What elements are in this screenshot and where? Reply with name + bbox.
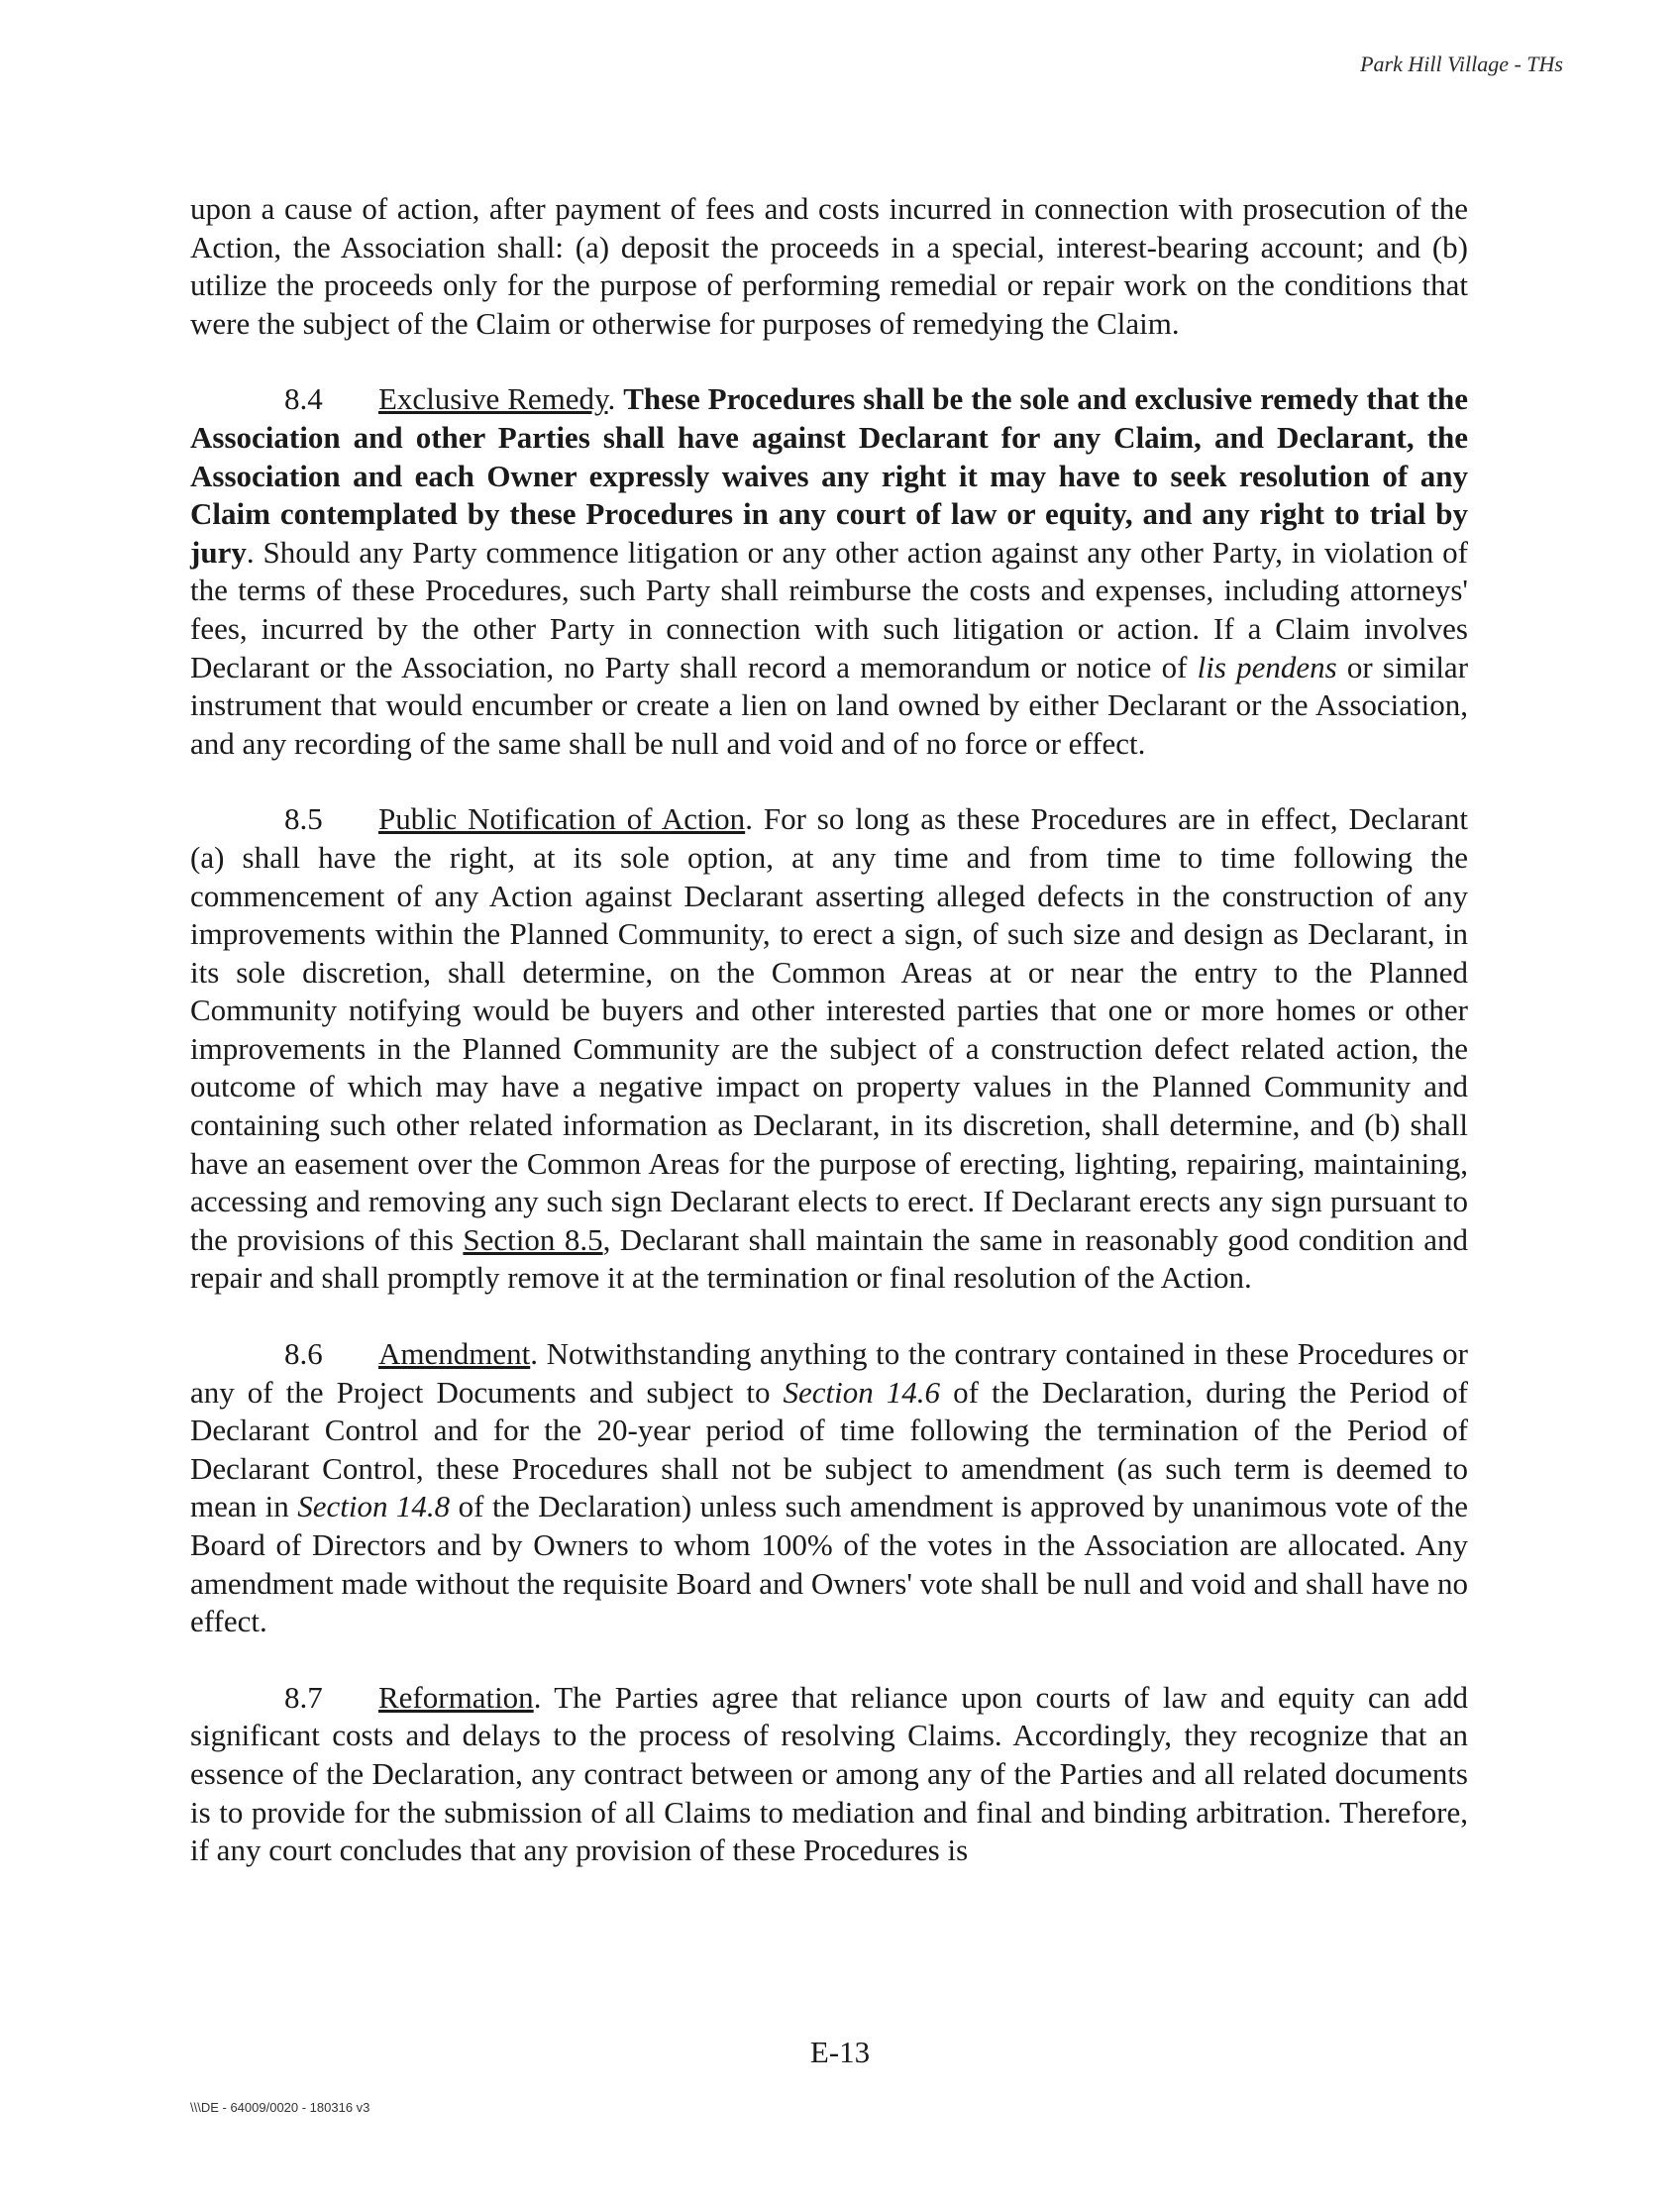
- section-text: Should any Party commence litigation or any other action against any other Party, in violation of the terms of these Procedures, such Party shall reimburse the costs and expenses, including attorneys' fees, incurred by the other Party in connection with such litigation or action. If a Claim involves Declarant or the Association, no Party shall record a memorandum or notice of: [190, 534, 1468, 684]
- section-number: 8.4: [284, 381, 323, 417]
- document-header: Park Hill Village - THs: [1360, 52, 1563, 76]
- section-text: The Parties agree that reliance upon courts of law and equity can add significant costs and delays to the process of resolving Claims. Accordingly, they recognize that an essence of the Declaration, any contract between or among any of the Parties and all related documents is to provide for the submission of all Claims to mediation and final and binding arbitration. Therefore, if any court concludes that any provision of these Procedures is: [190, 1679, 1468, 1868]
- section-text: For so long as these Procedures are in effect, Declarant (a) shall have the right, at its sole option, at any time and from time to time following the commencement of any Action against Declarant asserting alleged defects in the construction of any improvements within the Planned Community, to erect a sign, of such size and design as Declarant, in its sole discretion, shall determine, on the Common Areas at or near the entry to the Planned Community notifying would be buyers and other interested parties that one or more homes or other improvements in the Planned Community are the subject of a construction defect related action, the outcome of which may have a negative impact on property values in the Planned Community and containing such other related information as Declarant, in its discretion, shall determine, and (b) shall have an easement over the Common Areas for the purpose of erecting, lighting, repairing, maintaining, accessing and removing any such sign Declarant elects to erect. If Declarant erects any sign pursuant to the provisions of this: [190, 801, 1468, 1257]
- section-number: 8.6: [284, 1336, 323, 1372]
- section-number: 8.7: [284, 1679, 323, 1715]
- section-heading: Amendment: [378, 1336, 531, 1372]
- bold-waiver-text: These Procedures shall be the sole and exclusive remedy that the Association and other Parties shall have against Declarant for any Claim, and Declarant, the Association and each Owner expressly waives any right it may have to seek resolution of any Claim contemplated by these Procedures in any court of law or equity, and any right to trial by jury: [190, 381, 1469, 570]
- page-number: E-13: [809, 2035, 871, 2069]
- document-body: [190, 190, 1468, 1908]
- italic-term: lis pendens: [1197, 649, 1337, 684]
- section-8-7: 8.7 Reformation. The Parties agree that reliance upon courts of law and equity can add significant costs and delays to the process of resolving Claims. Accordingly, they recognize that an essence of the Declaration, any contract between or among any of the Parties and all related documents is to provide for the submission of all Claims to mediation and final and binding arbitration. Therefore, if any court concludes that any provision of these Procedures is: [190, 1679, 1468, 1868]
- section-text: of the Declaration) unless such amendment is approved by unanimous vote of the Board of Directors and by Owners to whom 100% of the votes in the Association are allocated. Any amendment made without the requisite Board and Owners' vote shall be null and void and shall have no effect.: [190, 1489, 1468, 1639]
- section-text: or similar instrument that would encumber or create a lien on land owned by either Declarant or the Association, and any recording of the same shall be null and void and of no force or effect.: [190, 649, 1469, 761]
- section-reference: Section 8.5: [463, 1221, 603, 1257]
- section-8-5: 8.5 Public Notification of Action. For so long as these Procedures are in effect, Declarant (a) shall have the right, at its sole option, at any time and from time to time following the commencement of any Action against Declarant asserting alleged defects in the construction of any improvements within the Planned Community, to erect a sign, of such size and design as Declarant, in its sole discretion, shall determine, on the Common Areas at or near the entry to the Planned Community notifying would be buyers and other interested parties that one or more homes or other improvements in the Planned Community are the subject of a construction defect related action, the outcome of which may have a negative impact on property values in the Planned Community and containing such other related information as Declarant, in its discretion, shall determine, and (b) shall have an easement over the Common Areas for the purpose of erecting, lighting, repairing, maintaining, accessing and removing any such sign Declarant elects to erect. If Declarant erects any sign pursuant to the provisions of this Section 8.5, Declarant shall maintain the same in reasonably good condition and repair and shall promptly remove it at the termination or final resolution of the Action.: [190, 801, 1468, 1296]
- section-reference: Section 14.8: [297, 1489, 451, 1524]
- section-8-6: 8.6 Amendment. Notwithstanding anything to the contrary contained in these Procedures or any of the Project Documents and subject to Section 14.6 of the Declaration, during the Period of Declarant Control and for the 20-year period of time following the termination of the Period of Declarant Control, these Procedures shall not be subject to amendment (as such term is deemed to mean in Section 14.8 of the Declaration) unless such amendment is approved by unanimous vote of the Board of Directors and by Owners to whom 100% of the votes in the Association are allocated. Any amendment made without the requisite Board and Owners' vote shall be null and void and shall have no effect.: [190, 1336, 1468, 1639]
- section-8-4: 8.4 Exclusive Remedy. These Procedures shall be the sole and exclusive remedy that the Association and other Parties shall have against Declarant for any Claim, and Declarant, the Association and each Owner expressly waives any right it may have to seek resolution of any Claim contemplated by these Procedures in any court of law or equity, and any right to trial by jury. Should any Party commence litigation or any other action against any other Party, in violation of the terms of these Procedures, such Party shall reimburse the costs and expenses, including attorneys' fees, incurred by the other Party in connection with such litigation or action. If a Claim involves Declarant or the Association, no Party shall record a memorandum or notice of lis pendens or similar instrument that would encumber or create a lien on land owned by either Declarant or the Association, and any recording of the same shall be null and void and of no force or effect.: [190, 381, 1469, 761]
- paragraph-continuation: [190, 190, 1468, 343]
- section-heading: Exclusive Remedy: [378, 381, 608, 417]
- section-text: , Declarant shall maintain the same in reasonably good condition and repair and shall promptly remove it at the termination or final resolution of the Action.: [190, 1221, 1468, 1296]
- document-id: \\\DE - 64009/0020 - 180316 v3: [190, 2100, 370, 2115]
- paragraph-text: upon a cause of action, after payment of fees and costs incurred in connection with prosecution of the Action, the Association shall: (a) deposit the proceeds in a special, interest-bearing account; and (b) utilize the proceeds only for the purpose of performing remedial or repair work on the conditions that were the subject of the Claim or otherwise for purposes of remedying the Claim.: [190, 191, 1468, 341]
- section-heading: Public Notification of Action: [378, 801, 746, 837]
- section-text: of the Declaration, during the Period of Declarant Control and for the 20-year period of time following the termination of the Period of Declarant Control, these Procedures shall not be subject to amendment (as such term is deemed to mean in: [190, 1374, 1468, 1524]
- section-reference: Section 14.6: [783, 1374, 941, 1410]
- section-number: 8.5: [284, 801, 323, 837]
- section-heading: Reformation: [378, 1679, 534, 1715]
- section-text: Notwithstanding anything to the contrary contained in these Procedures or any of the Project Documents and subject to: [190, 1336, 1468, 1410]
